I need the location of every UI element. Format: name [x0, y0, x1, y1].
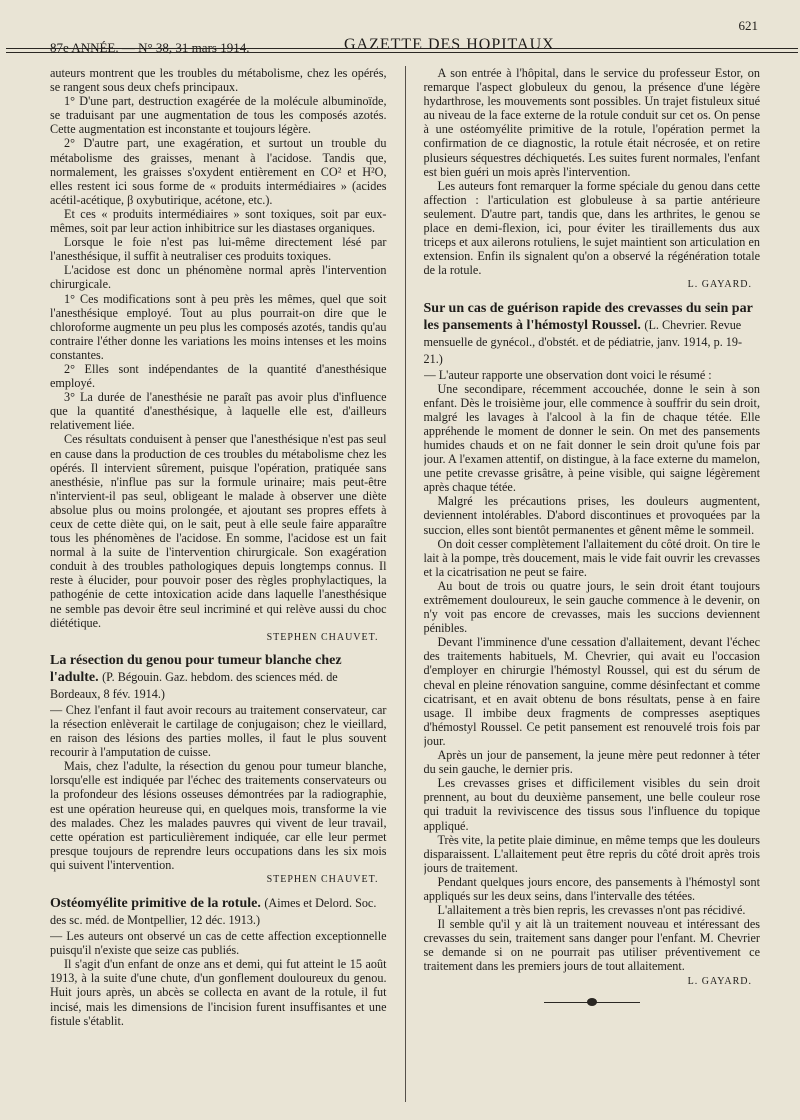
- author-signature: L. GAYARD.: [687, 975, 752, 987]
- article-title-text: Sur un cas de guérison rapide des crevasses du sein par les pansements à l'hémostyl Roussel.: [423, 300, 753, 333]
- paragraph: Mais, chez l'adulte, la résection du genou pour tumeur blanche, lorsqu'elle est indiquée par l'échec des traitements conservateurs ou la profondeur des lésions osseuses démontrées par la radiographie, est une opération heureuse qui, en quelques mois, transforme la vie des malades. Chez les malades pauvres qui vivent de leur travail, cette opération est particulièrement indiquée, car elle leur permet presque toujours de reprendre leurs occupations dans les six mois qui suivent l'intervention.: [50, 759, 387, 872]
- article-reference: (L. Chevrier. Revue mensuelle de gynécol., d'obstét. et de pédiatrie, janv. 1914, p. 19-21.): [423, 317, 743, 366]
- article-reference: (Aimes et Delord. Soc. des sc. méd. de Montpellier, 12 déc. 1913.): [50, 896, 377, 928]
- left-column: [50, 66, 387, 1102]
- paragraph: Et ces « produits intermédiaires » sont toxiques, soit par eux-mêmes, soit par leur action inhibitrice sur les diastases organiques.: [50, 206, 387, 236]
- paragraph: A son entrée à l'hôpital, dans le service du professeur Estor, on remarque l'aspect globuleux du genou, la présence d'une légère hydarthrose, les mouvements sont possibles. Un trajet fistuleux situé au niveau de la face externe de la rotule conduit sur cet os. On pense à une ostéomyélite primitive de la rotule, l'opération permet la confirmation de ce diagnostic, la rotule était nécrosée, et on retire plusieurs séquestres déchiquetés. Les suites furent normales, l'enfant est bien guéri un mois après l'intervention.: [423, 66, 760, 179]
- paragraph: Pendant quelques jours encore, des pansements à l'hémostyl sont appliqués sur les deux seins, dans l'intervalle des tétées.: [423, 874, 760, 903]
- paragraph: Les crevasses grises et difficilement visibles du sein droit prennent, au bout du deuxième pansement, une belle couleur rose qui traduit la reviviscence des tissus sous l'influence du topique appliqué.: [423, 776, 760, 833]
- journal-title: GAZETTE DES HOPITAUX: [344, 36, 555, 53]
- paragraph: 1° D'une part, destruction exagérée de la molécule albuminoïde, se traduisant par une augmentation de tous les composés azotés. Cette augmentation est inconstante et toujours légère.: [50, 94, 387, 137]
- paragraph: 2° D'autre part, une exagération, et surtout un trouble du métabolisme des graisses, menant à l'acidose. Tandis que, normalement, les graisses s'oxydent entièrement en CO² et H²O, elles restent ici sous forme de « produits intermédiaires » (acides acétil-acétique, β oxybutirique, acétone, etc.).: [50, 136, 387, 207]
- paragraph: Très vite, la petite plaie diminue, en même temps que les douleurs disparaissent. L'allaitement peut être repris du côté droit après trois jours de traitement.: [423, 832, 760, 875]
- paragraph: L'allaitement a très bien repris, les crevasses n'ont pas récidivé.: [437, 903, 746, 918]
- paragraph: — L'auteur rapporte une observation dont voici le résumé :: [423, 367, 712, 382]
- paragraph: On doit cesser complètement l'allaitement du côté droit. On tire le lait à la pompe, très doucement, mais le vide fait ouvrir les crevasses et la cicatrisation ne peut se faire.: [423, 536, 760, 579]
- paragraph: Malgré les précautions prises, les douleurs augmentent, deviennent intolérables. D'abord discontinues et provoquées par la succion, elles sont bientôt permanentes et gênent même le sommeil.: [423, 494, 760, 537]
- article-title: [424, 301, 761, 368]
- paragraph: Il semble qu'il y ait là un traitement nouveau et intéressant des crevasses du sein, traitement sans danger pour l'enfant. M. Chevrier se demande si on ne pourrait pas utiliser préventivement ce traitement dans les premiers jours de tout allaitement.: [423, 917, 760, 974]
- paragraph: 3° La durée de l'anesthésie ne paraît pas avoir plus d'influence que la quantité d'anesthésique, à laquelle elle est, d'ailleurs relativement liée.: [50, 390, 387, 433]
- article-title: [50, 653, 387, 703]
- paragraph: — Les auteurs ont observé un cas de cette affection exceptionnelle puisqu'il n'existe que seize cas publiés.: [50, 929, 387, 958]
- right-column: [424, 66, 761, 1102]
- issue-info: 87e ANNÉE. — N° 38, 31 mars 1914.: [50, 40, 250, 55]
- header-rule: [6, 48, 798, 53]
- paragraph: Devant l'imminence d'une cessation d'allaitement, devant l'échec des traitements habituels, M. Chevrier, qui avait eu l'occasion d'employer en chirurgie l'hémostyl Roussel, qui est du sérum de cheval en pleine rénovation sanguine, comme désinfectant et comme cicatrisant, et en avait obtenu de bons résultats, pense à en faire usage. Il imbibe deux fragments de compresses aseptiques d'hémostyl Roussel. Ce petit pansement est renouvelé trois fois par jour.: [423, 635, 760, 748]
- column-divider: [405, 66, 406, 1102]
- page-header: [44, 18, 760, 55]
- paragraph: L'acidose est donc un phénomène normal après l'intervention chirurgicale.: [50, 263, 387, 292]
- author-signature: STEPHEN CHAUVET.: [266, 631, 379, 643]
- end-ornament: [424, 997, 761, 1009]
- article-title-text: Ostéomyélite primitive de la rotule.: [50, 896, 261, 912]
- author-signature: L. GAYARD.: [687, 279, 752, 291]
- article-title: [50, 895, 387, 929]
- columns: [50, 66, 760, 1102]
- author-signature: STEPHEN CHAUVET.: [266, 873, 379, 885]
- paragraph: Au bout de trois ou quatre jours, le sein droit étant toujours extrêmement douloureux, le sein gauche commence à le devenir, on n'y voit pas encore de crevasses, mais les succions deviennent pénibles.: [423, 578, 760, 636]
- paragraph: Une secondipare, récemment accouchée, donne le sein à son enfant. Dès le troisième jour, elle commence à souffrir du sein droit, malgré les lavages à l'alcool à la fin de chaque tétée. Elle appréhende le moment de donner le sein. On met des pansements humides chauds et on ne fait donner le sein droit qu'une fois par jour. A l'examen attentif, on distingue, à la face externe du mamelon, une petite crevasse grisâtre, à peine visible, qui saigne légèrement après chaque tétée.: [423, 381, 760, 495]
- paragraph: 2° Elles sont indépendantes de la quantité d'anesthésique employé.: [50, 361, 387, 391]
- article-title-text: La résection du genou pour tumeur blanche chez l'adulte.: [50, 652, 342, 685]
- paragraph: — Chez l'enfant il faut avoir recours au traitement conservateur, car la résection enlèverait le cartilage de conjugaison; chez le vieillard, en raison des lésions des parties molles, il faut le plus souvent recourir à l'amputation de cuisse.: [50, 702, 387, 760]
- paragraph: Lorsque le foie n'est pas lui-même directement lésé par l'anesthésique, il suffit à neutraliser ces produits toxiques.: [50, 235, 387, 264]
- ornament-dot: [587, 998, 597, 1006]
- article-reference: (P. Bégouin. Gaz. hebdom. des sciences méd. de Bordeaux, 8 fév. 1914.): [50, 669, 338, 701]
- page-number: 621: [738, 18, 758, 33]
- paragraph: auteurs montrent que les troubles du métabolisme, chez les opérés, se rangent sous deux chefs principaux.: [50, 66, 387, 95]
- paragraph: Les auteurs font remarquer la forme spéciale du genou dans cette affection : l'articulation est globuleuse à sa partie antérieure seulement. D'autre part, tandis que, dans les arthrites, le genou se place en demi-flexion, ici, pour éviter les tiraillements dus aux triceps et aux ailerons rotuliens, le sujet maintient son articulation en extension. Enfin ils signalent qu'on a observé la régénération totale de la rotule.: [423, 178, 760, 278]
- paragraph: Ces résultats conduisent à penser que l'anesthésique n'est pas seul en cause dans la production de ces troubles du métabolisme chez les opérés. Il intervient sûrement, puisque l'opération, pratiquée sans anesthésie, n'influe pas sur la formule urinaire; mais peut-être n'intervient-il pas seul, obligeant le malade à observer une diète absolue plus ou moins prolongée, et ajoutant ses propres effets à ceux de cette diète qui, on le sait, peut à elle seule faire apparaître tous les phénomènes de l'acidose. En somme, l'acidose est un fait normal à la suite de l'intervention chirurgicale. Son exagération conduit à des troubles pathologiques depuis longtemps connus. Il reste à élucider, pour pouvoir poser des règles prophylactiques, la pathogénie de cette intoxication acide dans laquelle l'anesthésique ne semble pas devoir être seul incriminé et qui relève aussi du choc diététique.: [50, 432, 387, 630]
- paragraph: Il s'agit d'un enfant de onze ans et demi, qui fut atteint le 15 août 1913, à la suite d'une chute, d'un gonflement douloureux du genou. Huit jours après, un abcès se collecta en avant de la rotule, il fut incisé, mais les dimensions de l'incision furent insuffisantes et une fistule s'établit.: [50, 957, 387, 1028]
- paragraph: 1° Ces modifications sont à peu près les mêmes, quel que soit l'anesthésique employé. Tout au plus pourrait-on dire que le chloroforme augmente un peu plus les composés azotés, tandis qu'au contraire l'éther donne les variations les moins intenses et les moins constantes.: [50, 291, 387, 362]
- paragraph: Après un jour de pansement, la jeune mère peut redonner à téter du sein gauche, le dernier pris.: [423, 748, 760, 777]
